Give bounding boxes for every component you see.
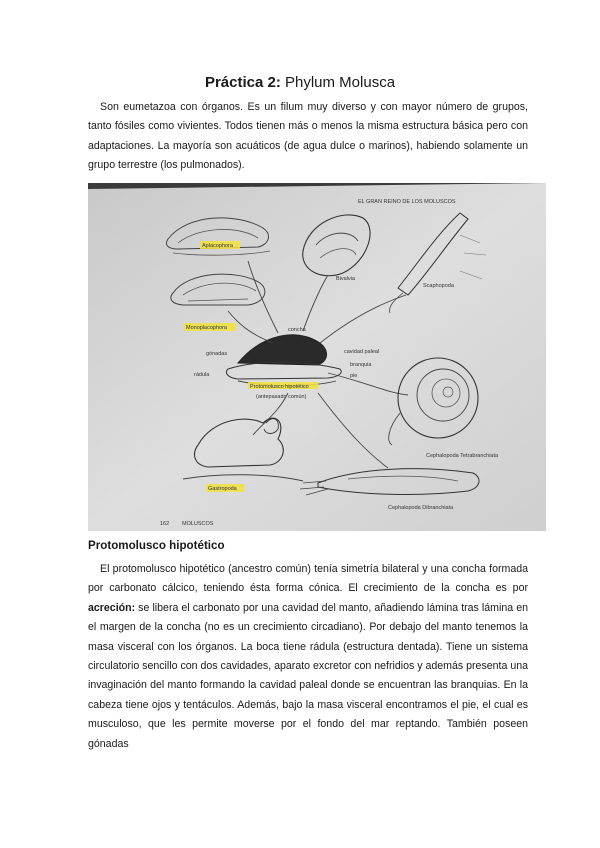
section-heading: Protomolusco hipotético — [88, 539, 225, 552]
body-part1: El protomolusco hipotético (ancestro común) tenía simetría bilateral y una concha formada por carbonato cálcico, teniendo ésta forma cónica. El crecimiento de la concha es por — [88, 563, 528, 595]
body-part2: se libera el carbonato por una cavidad del manto, añadiendo lámina tras lámina en el margen de la concha (no es un crecimiento circadiano). Por debajo del manto tenemos la masa visceral con los órganos. La boca tiene rádula (estructura dentada). Tiene un sistema circulatorio sencillo con dos cavidades, aparato excretor con nefridios y además presenta una invaginación del manto formando la cavidad paleal donde se encuentran las branquias. En la cabeza tiene ojos y tentáculos. Además, bajo la masa visceral encontramos el pie, el cual es musculoso, que les permite moverse por el fondo del mar reptando. También poseen gónadas — [88, 601, 528, 750]
title-rest: Phylum Molusca — [280, 74, 396, 91]
nautilus-label: Cephalopoda Tetrabranchiata — [426, 453, 499, 459]
bivalvia-label: Bivalvia — [336, 276, 355, 282]
aplacophora-label: Aplacophora — [202, 243, 233, 249]
protomolusco-label: Protomolusco hipotético — [250, 384, 309, 390]
scaphopoda-label: Scaphopoda — [423, 283, 454, 289]
page-title — [0, 74, 600, 91]
body-term: acreción: — [88, 601, 136, 614]
radula-label: rádula — [194, 372, 210, 378]
gastropoda-label: Gastropoda — [208, 486, 237, 492]
intro-text: Son eumetazoa con órganos. Es un filum muy diverso y con mayor número de grupos, tanto fósiles como vivientes. Todos tienen más o menos la misma estructura básica pero con adaptaciones. La mayoría son acuáticos (de agua dulce o marinos), habiendo solamente un grupo terrestre (los pulmonados). — [88, 101, 528, 172]
gonadas-label: gónadas — [206, 351, 228, 357]
figure-page-number: 162 — [160, 521, 170, 527]
cavidad-paleal-label: cavidad paleal — [344, 349, 380, 355]
figure-header-text: EL GRAN REINO DE LOS MOLUSCOS — [358, 199, 456, 205]
concha-label: concha — [288, 327, 306, 333]
protomolusco-paragraph — [88, 560, 528, 754]
intro-paragraph — [88, 98, 528, 176]
title-bold: Práctica 2: — [204, 74, 281, 91]
dibranchiata-label: Cephalopoda Dibranchiata — [388, 505, 454, 511]
branquia-label: branquia — [350, 362, 372, 368]
protomolusco-sub-label: (antepasado común) — [256, 394, 307, 400]
mollusca-diagram-photo — [88, 183, 546, 531]
figure-page-label: MOLUSCOS — [182, 521, 214, 527]
pie-label: pie — [350, 373, 358, 379]
monoplacophora-label: Monoplacophora — [186, 325, 227, 331]
